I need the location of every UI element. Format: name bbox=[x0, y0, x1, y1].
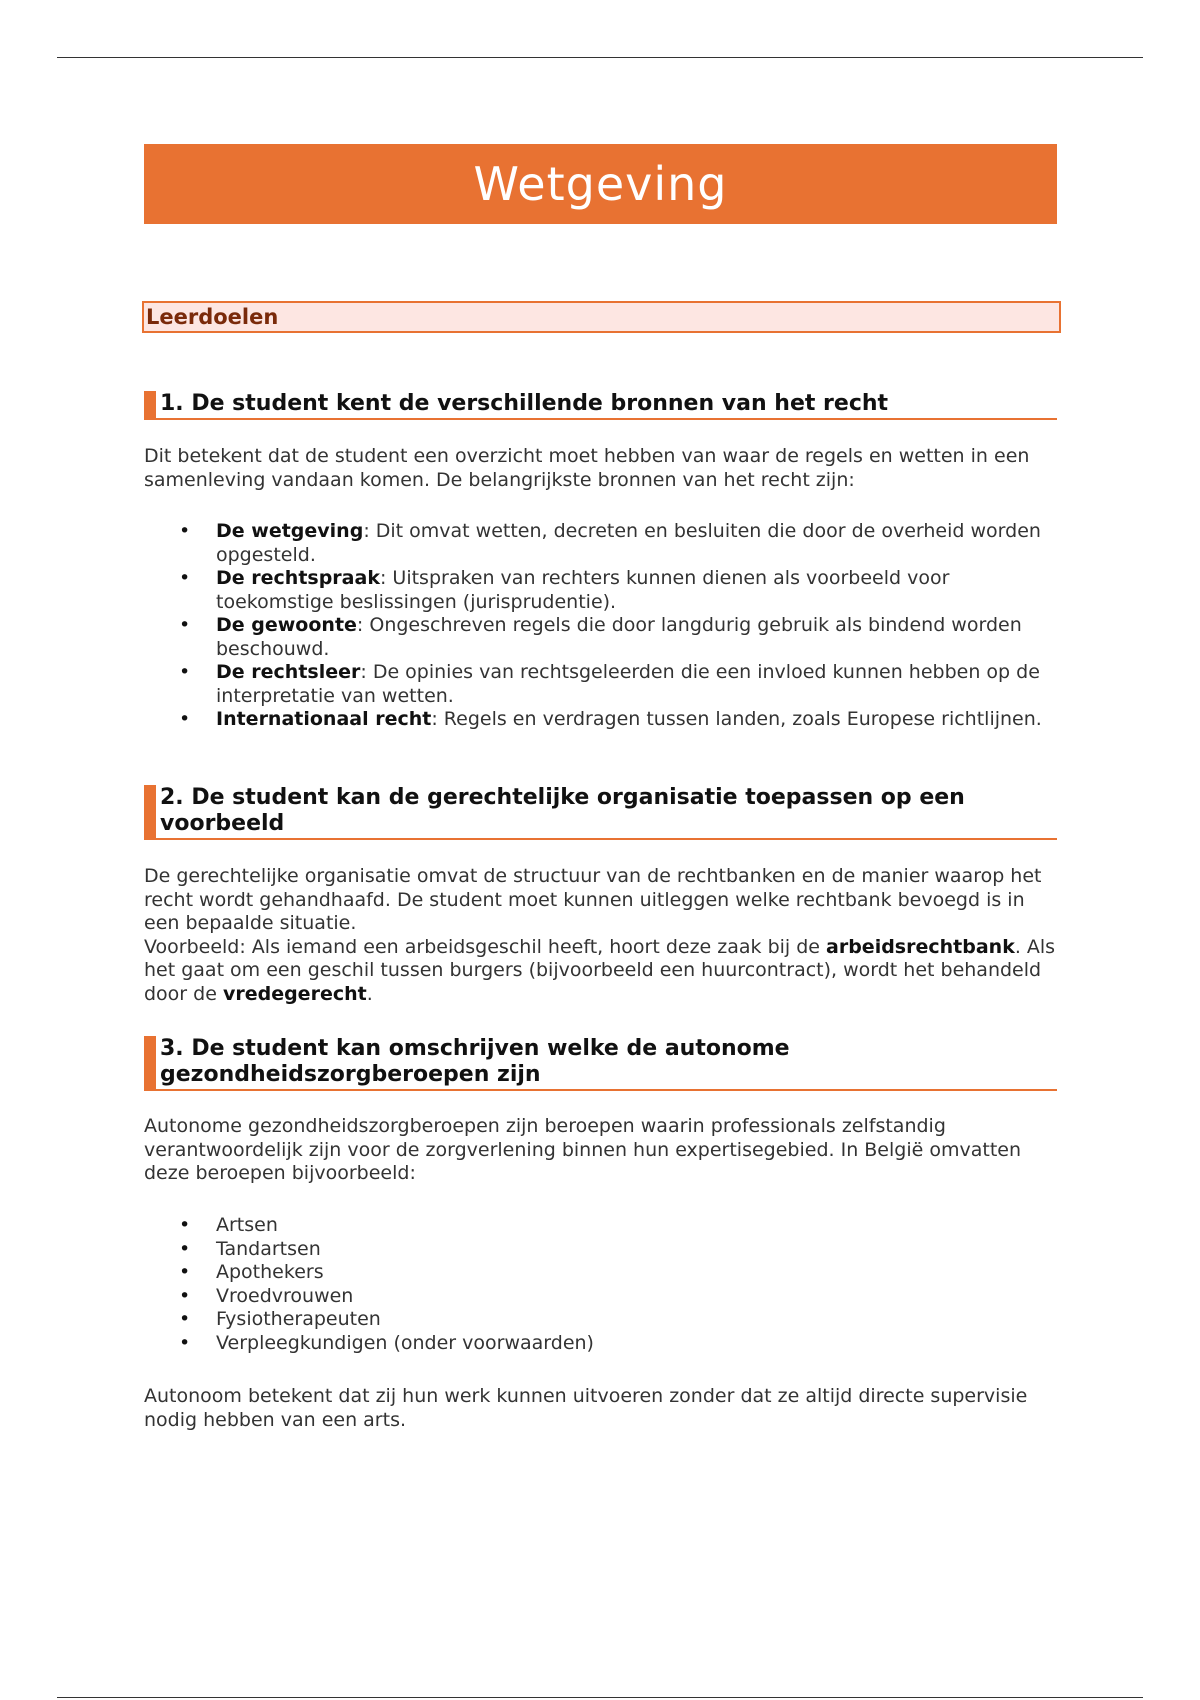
objective-3-outro: Autonoom betekent dat zij hun werk kunnen uitvoeren zonder dat ze altijd directe supervisie nodig hebben van een arts. bbox=[144, 1385, 1028, 1431]
list-item: • Fysiotherapeuten bbox=[144, 1308, 1057, 1332]
list-item-text: : Uitspraken van rechters kunnen dienen als voorbeeld voor toekomstige beslissingen (jurisprudentie). bbox=[216, 567, 950, 613]
objective-2-example: Voorbeeld: Als iemand een arbeidsgeschil heeft, hoort deze zaak bij de arbeidsrechtbank. Als het gaat om een geschil tussen burgers (bijvoorbeeld een huurcontract), wordt het behandeld door de vredegerecht. bbox=[144, 935, 1056, 1005]
court-name-vredegerecht: vredegerecht bbox=[222, 982, 367, 1005]
list-item-term: De rechtspraak bbox=[216, 567, 380, 589]
objective-3-intro: Autonome gezondheidszorgberoepen zijn beroepen waarin professionals zelfstandig verantwoordelijk zijn voor de zorgverlening binnen hun expertisegebied. In België omvatten deze beroepen bijvoorbeeld: bbox=[144, 1115, 1021, 1184]
objective-3 bbox=[144, 1036, 1057, 1091]
section-label: Leerdoelen bbox=[142, 301, 1061, 333]
list-item-term: Internationaal recht bbox=[216, 708, 432, 730]
objective-1-body bbox=[144, 445, 1057, 492]
list-item bbox=[144, 614, 1057, 661]
list-item: • Apothekers bbox=[144, 1261, 1057, 1285]
list-item-text: : De opinies van rechtsgeleerden die een invloed kunnen hebben op de interpretatie van wetten. bbox=[216, 661, 1040, 707]
objective-2 bbox=[144, 785, 1057, 840]
objective-3-outro-block bbox=[144, 1385, 1057, 1432]
objective-1-intro: Dit betekent dat de student een overzicht moet hebben van waar de regels en wetten in een samenleving vandaan komen. De belangrijkste bronnen van het recht zijn: bbox=[144, 445, 1030, 491]
objective-3-list bbox=[144, 1214, 1057, 1355]
list-item-term: De rechtsleer bbox=[216, 661, 361, 683]
list-item bbox=[144, 661, 1057, 708]
list-item bbox=[144, 708, 1057, 732]
top-rule bbox=[57, 57, 1143, 58]
objective-2-paragraph: De gerechtelijke organisatie omvat de structuur van de rechtbanken en de manier waarop het recht wordt gehandhaafd. De student moet kunnen uitleggen welke rechtbank bevoegd is in een bepaalde situatie. bbox=[144, 865, 1042, 934]
objective-1 bbox=[144, 391, 1057, 420]
list-item-text: : Ongeschreven regels die door langdurig gebruik als bindend worden beschouwd. bbox=[216, 614, 1022, 660]
list-item bbox=[144, 520, 1057, 567]
objective-1-heading: 1. De student kent de verschillende bronnen van het recht bbox=[144, 391, 1057, 420]
list-item: • Artsen bbox=[144, 1214, 1057, 1238]
list-item: • Verpleegkundigen (onder voorwaarden) bbox=[144, 1332, 1057, 1356]
objective-1-list bbox=[144, 520, 1057, 732]
list-item-text: : Regels en verdragen tussen landen, zoals Europese richtlijnen. bbox=[431, 708, 1042, 730]
list-item-term: De gewoonte bbox=[216, 614, 357, 636]
list-item-term: De wetgeving bbox=[216, 520, 364, 542]
bottom-rule bbox=[57, 1697, 1143, 1698]
page-title: Wetgeving bbox=[144, 144, 1057, 224]
list-item: • Vroedvrouwen bbox=[144, 1285, 1057, 1309]
objective-3-body bbox=[144, 1115, 1057, 1186]
list-item-text: : Dit omvat wetten, decreten en besluiten die door de overheid worden opgesteld. bbox=[216, 520, 1041, 566]
objective-3-heading: 3. De student kan omschrijven welke de autonome gezondheidszorgberoepen zijn bbox=[144, 1036, 1057, 1091]
list-item: • Tandartsen bbox=[144, 1238, 1057, 1262]
court-name-arbeidsrechtbank: arbeidsrechtbank bbox=[826, 935, 1015, 958]
objective-2-heading: 2. De student kan de gerechtelijke organisatie toepassen op een voorbeeld bbox=[144, 785, 1057, 840]
list-item bbox=[144, 567, 1057, 614]
objective-2-body bbox=[144, 865, 1057, 1006]
